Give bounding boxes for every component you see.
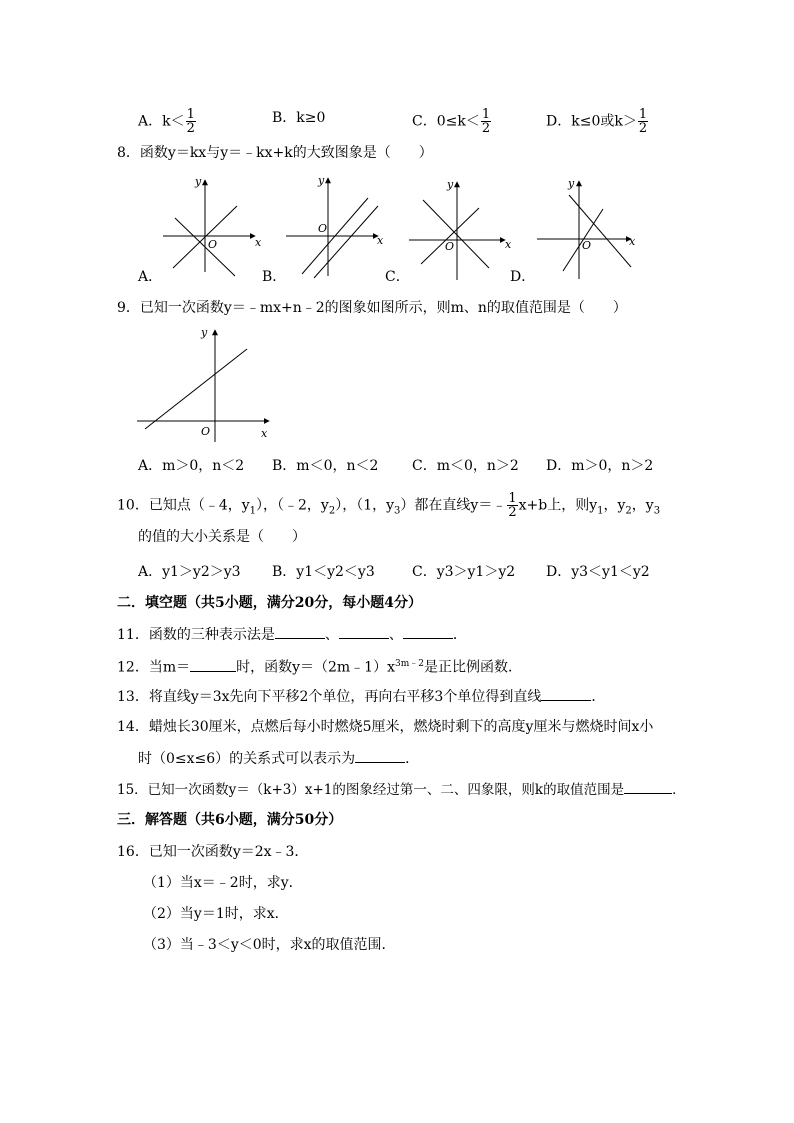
svg-text:y: y	[201, 326, 208, 339]
svg-text:y: y	[568, 177, 575, 190]
q10-question-line2: 的值的大小关系是（ ）	[138, 529, 306, 545]
q16-part-1: （1）当x＝﹣2时，求y．	[143, 875, 303, 891]
q8-graph-b	[282, 172, 392, 272]
q16-question: 16．已知一次函数y＝2x﹣3．	[117, 844, 309, 860]
svg-text:x: x	[261, 427, 268, 440]
fraction: $\frac{1}{2}$	[638, 107, 648, 136]
q9-option-c: C．m＜0，n＞2	[412, 458, 519, 474]
q10-option-d: D．y3＜y1＜y2	[546, 564, 650, 580]
svg-text:x: x	[505, 238, 512, 251]
fraction: $\frac{1}{2}$	[186, 107, 195, 136]
answer-blank[interactable]	[624, 779, 672, 794]
svg-text:x: x	[377, 234, 384, 247]
q9-option-d: D．m＞0，n＞2	[546, 458, 654, 474]
answer-blank[interactable]	[355, 748, 405, 763]
fraction: $\frac{1}{2}$	[508, 491, 517, 520]
q8-label-c: C．	[385, 269, 410, 285]
q7-option-d: D．k≤0或k＞ $\frac{1}{2}$	[546, 107, 648, 136]
q9-option-b: B．m＜0，n＜2	[272, 458, 379, 474]
svg-text:O: O	[582, 239, 592, 252]
q8-graph-d	[533, 175, 643, 275]
svg-text:O: O	[445, 240, 455, 253]
svg-text:y: y	[318, 174, 325, 187]
svg-text:O: O	[318, 222, 328, 235]
q7-option-c: C．0≤k＜ $\frac{1}{2}$	[412, 107, 491, 136]
q8-graph-a	[155, 172, 265, 272]
answer-blank[interactable]	[541, 686, 591, 701]
q8-label-a: A．	[138, 269, 163, 285]
q7-option-b: B．k≥0	[272, 110, 326, 126]
svg-text:x: x	[629, 235, 636, 248]
q15-question: 15．已知一次函数y＝（k+3）x+1的图象经过第一、二、四象限，则k的取值范围是 ．	[117, 779, 686, 800]
q8-label-d: D．	[510, 269, 536, 285]
q10-option-c: C．y3＞y1＞y2	[412, 564, 516, 580]
q9-option-a: A．m＞0，n＜2	[138, 458, 245, 474]
q8-question: 8．函数y＝kx与y＝﹣kx+k的大致图象是（ ）	[117, 145, 433, 161]
q13-question: 13．将直线y＝3x先向下平移2个单位，再向右平移3个单位得到直线 ．	[117, 686, 605, 707]
answer-blank[interactable]	[403, 624, 453, 639]
q10-option-a: A．y1＞y2＞y3	[138, 564, 241, 580]
answer-blank[interactable]	[275, 624, 325, 639]
svg-text:x: x	[255, 236, 262, 249]
svg-text:O: O	[208, 238, 218, 251]
q9-question: 9．已知一次函数y＝﹣mx+n﹣2的图象如图所示，则m、n的取值范围是（ ）	[117, 300, 627, 316]
q14-question-line2: 时（0≤x≤6）的关系式可以表示为 ．	[138, 748, 419, 769]
q16-part-3: （3）当﹣3＜y＜0时，求x的取值范围．	[143, 937, 396, 953]
q14-question: 14．蜡烛长30厘米，点燃后每小时燃烧5厘米，燃烧时剩下的高度y厘米与燃烧时间x小	[117, 719, 654, 735]
answer-blank[interactable]	[190, 657, 236, 672]
q11-question: 11．函数的三种表示法是 、 、 ．	[117, 624, 467, 645]
fraction: $\frac{1}{2}$	[481, 107, 491, 136]
q9-graph	[135, 324, 275, 444]
q8-label-b: B．	[262, 269, 287, 285]
q10-question: 10．已知点（﹣4，$y_1$），（﹣2，$y_2$），（1，$y_3$）都在直线y＝﹣ $\frac{1}{2}$ x+b上，则$y_1$，$y_2$，$y_3$	[117, 491, 661, 520]
q8-graph-c	[405, 178, 515, 278]
q7-option-a: A．k＜ $\frac{1}{2}$	[138, 107, 195, 136]
section-2-heading: 二．填空题（共5小题，满分20分，每小题4分）	[117, 595, 422, 611]
svg-text:y: y	[195, 175, 202, 188]
q16-part-2: （2）当y＝1时，求x．	[143, 906, 289, 922]
svg-text:y: y	[447, 178, 454, 191]
answer-blank[interactable]	[339, 624, 389, 639]
section-3-heading: 三．解答题（共6小题，满分50分）	[117, 812, 343, 828]
q10-option-b: B．y1＜y2＜y3	[272, 564, 375, 580]
q12-question: 12．当m＝ 时，函数$y=(2m﹣1)x^{3m﹣2}$是正比例函数．	[117, 654, 522, 678]
svg-text:O: O	[201, 425, 211, 438]
